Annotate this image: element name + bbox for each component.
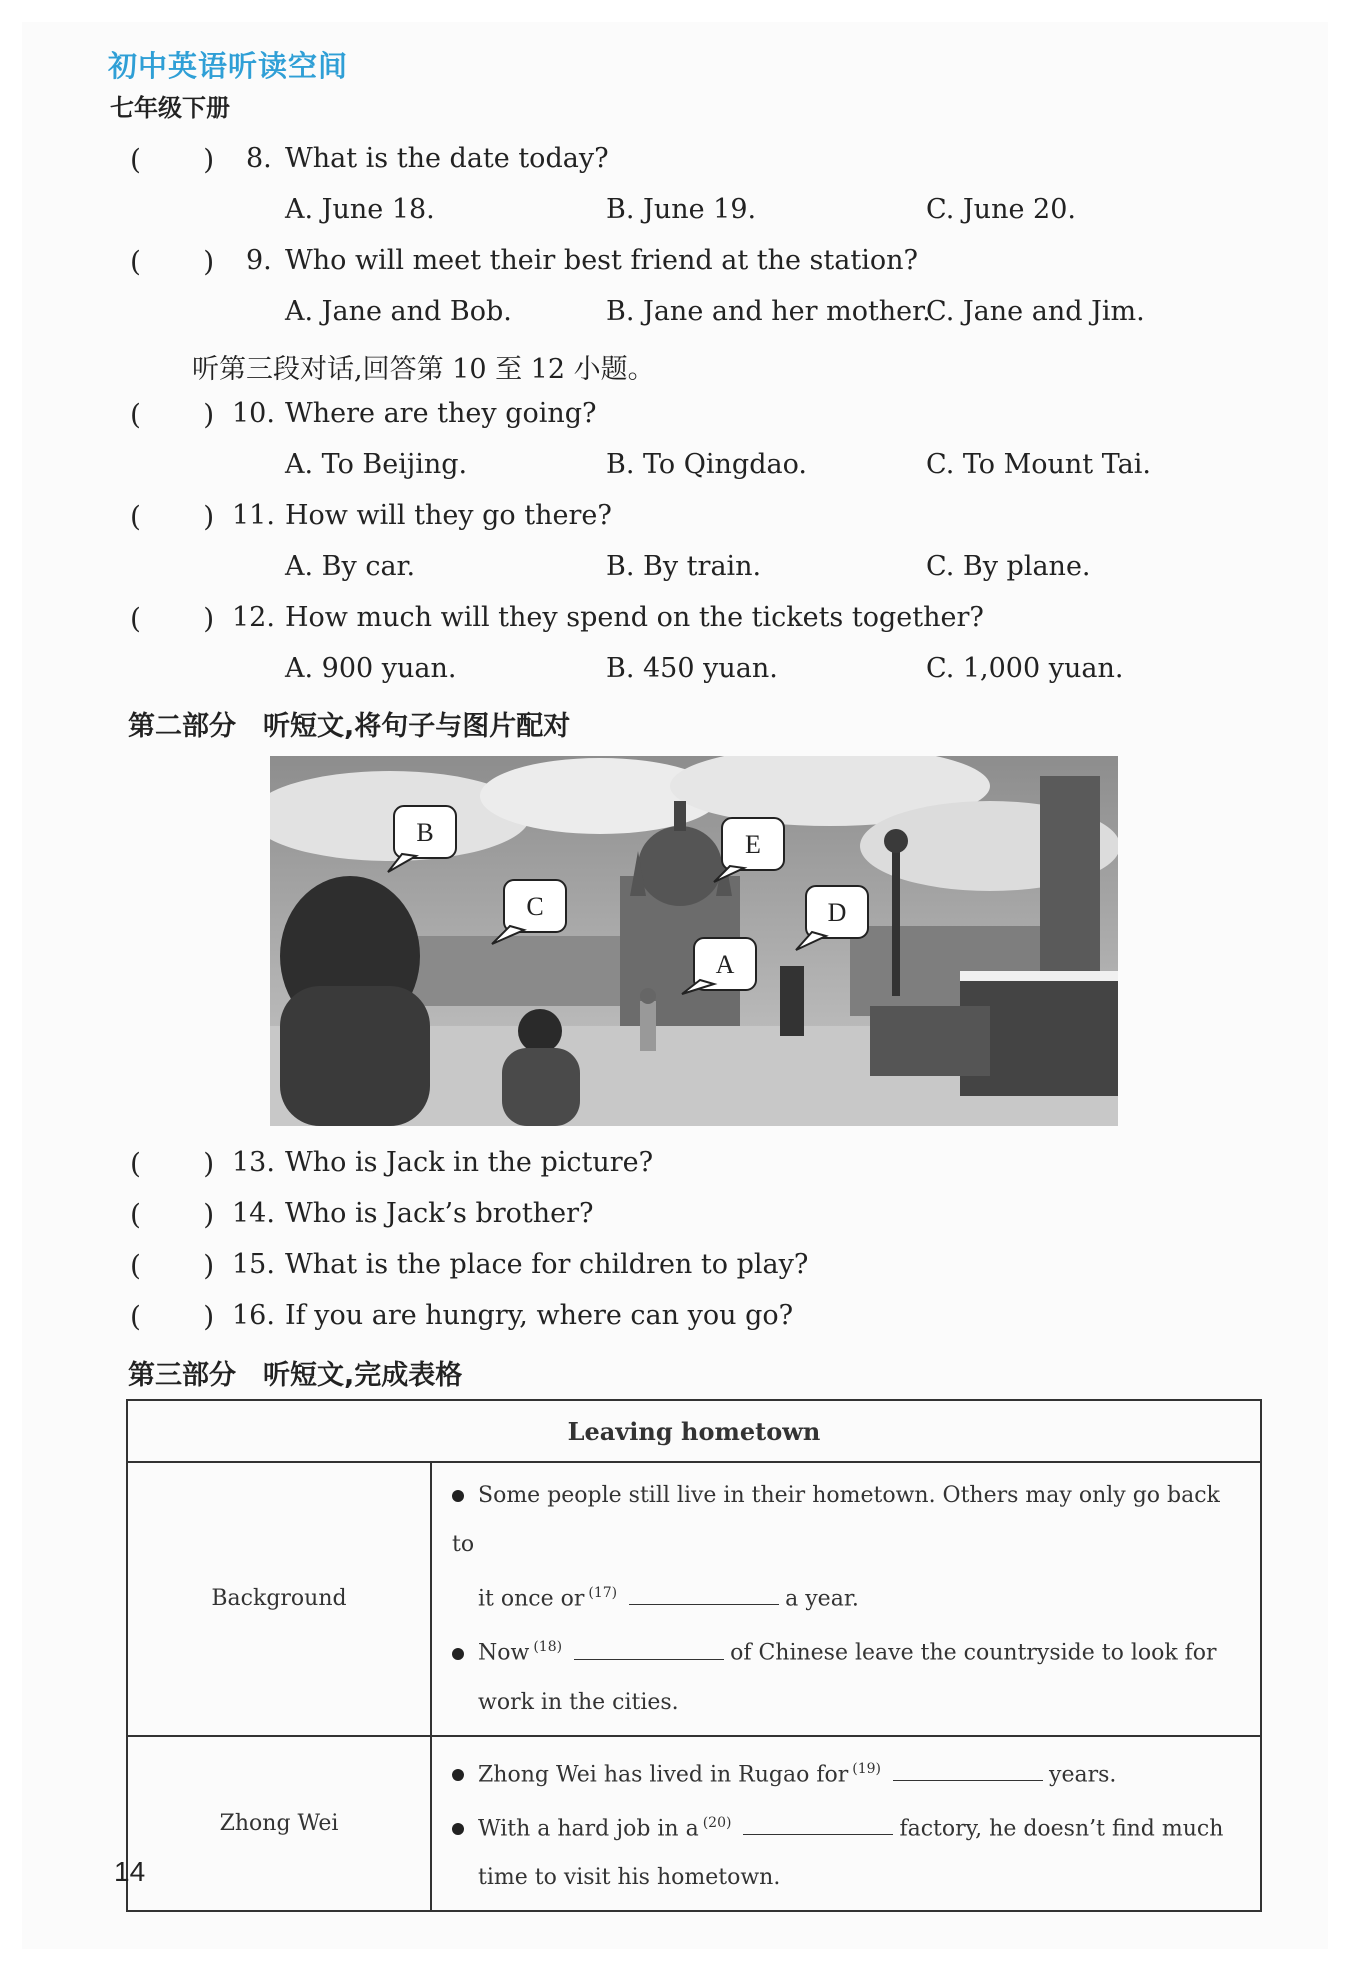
- question-number: 11.: [232, 500, 275, 531]
- bullet-text: it once or: [478, 1586, 585, 1612]
- question-text: Who is Jack in the picture?: [285, 1147, 654, 1178]
- option-b: B. By train.: [606, 551, 762, 582]
- answer-paren[interactable]: ( ): [130, 1198, 215, 1231]
- book-title: 初中英语听读空间: [108, 49, 349, 83]
- bullet-text: With a hard job in a: [478, 1816, 699, 1842]
- question-number: 8.: [246, 143, 272, 174]
- bullet-text: time to visit his hometown.: [478, 1865, 781, 1891]
- option-b: B. To Qingdao.: [606, 449, 807, 480]
- question-number: 13.: [232, 1147, 275, 1178]
- row-label: Zhong Wei: [127, 1736, 431, 1912]
- blank-number: (20): [702, 1814, 732, 1831]
- bullet-text: Now: [478, 1640, 530, 1666]
- blank-number: (17): [588, 1585, 618, 1601]
- bullet-text: years.: [1049, 1761, 1117, 1787]
- bullet-icon: [452, 1648, 464, 1660]
- question-number: 10.: [232, 398, 275, 429]
- answer-blank-20[interactable]: [743, 1812, 893, 1835]
- hometown-table: [126, 1399, 1262, 1912]
- row-label: Background: [127, 1462, 431, 1736]
- bullet-icon: [452, 1490, 464, 1502]
- option-a: A. Jane and Bob.: [285, 296, 512, 327]
- answer-paren[interactable]: ( ): [130, 245, 215, 278]
- answer-paren[interactable]: ( ): [130, 1300, 215, 1333]
- answer-blank-19[interactable]: [893, 1758, 1043, 1781]
- option-a: A. 900 yuan.: [285, 653, 457, 684]
- answer-paren[interactable]: ( ): [130, 398, 215, 431]
- winter-square-illustration: [270, 756, 1118, 1126]
- row-content: [431, 1736, 1261, 1912]
- bubble-label: C: [526, 892, 544, 921]
- question-number: 9.: [246, 245, 272, 276]
- bullet-icon: [452, 1823, 464, 1835]
- question-number: 16.: [232, 1300, 275, 1331]
- bullet-text: work in the cities.: [478, 1689, 679, 1715]
- answer-paren[interactable]: ( ): [130, 1147, 215, 1180]
- answer-paren[interactable]: ( ): [130, 602, 215, 635]
- bubble-label: D: [827, 898, 847, 927]
- answer-paren[interactable]: ( ): [130, 500, 215, 533]
- question-text: Who is Jack’s brother?: [285, 1198, 594, 1229]
- bullet-text: factory, he doesn’t find much: [899, 1816, 1224, 1842]
- question-text: How will they go there?: [285, 500, 612, 531]
- bullet-text: a year.: [785, 1586, 859, 1612]
- option-b: B. 450 yuan.: [606, 653, 778, 684]
- blank-number: (19): [852, 1760, 882, 1777]
- option-b: B. June 19.: [606, 194, 757, 225]
- question-text: What is the place for children to play?: [285, 1249, 809, 1280]
- section-heading-part3: 第三部分 听短文,完成表格: [128, 1360, 463, 1391]
- question-text: Who will meet their best friend at the station?: [285, 245, 918, 276]
- section-heading-part2: 第二部分 听短文,将句子与图片配对: [128, 711, 571, 742]
- answer-paren[interactable]: ( ): [130, 1249, 215, 1282]
- option-c: C. To Mount Tai.: [926, 449, 1151, 480]
- bullet-text: Zhong Wei has lived in Rugao for: [478, 1761, 849, 1787]
- option-b: B. Jane and her mother.: [606, 296, 931, 327]
- option-c: C. Jane and Jim.: [926, 296, 1145, 327]
- listening-instruction: 听第三段对话,回答第 10 至 12 小题。: [192, 354, 655, 385]
- option-a: A. June 18.: [285, 194, 435, 225]
- question-text: How much will they spend on the tickets together?: [285, 602, 984, 633]
- question-number: 12.: [232, 602, 275, 633]
- bullet-text: Some people still live in their hometown. Others may only go back to: [452, 1483, 1220, 1557]
- question-text: What is the date today?: [285, 143, 609, 174]
- bubble-label: A: [715, 950, 735, 979]
- option-c: C. 1,000 yuan.: [926, 653, 1124, 684]
- blank-number: (18): [533, 1639, 563, 1656]
- question-text: If you are hungry, where can you go?: [285, 1300, 794, 1331]
- question-text: Where are they going?: [285, 398, 597, 429]
- option-a: A. By car.: [285, 551, 416, 582]
- answer-paren[interactable]: ( ): [130, 143, 215, 176]
- table-row: [127, 1736, 1261, 1912]
- table-title: Leaving hometown: [127, 1400, 1261, 1462]
- question-number: 15.: [232, 1249, 275, 1280]
- page-number: 14: [114, 1856, 146, 1887]
- option-c: C. June 20.: [926, 194, 1076, 225]
- bubble-label: E: [745, 830, 761, 859]
- option-c: C. By plane.: [926, 551, 1091, 582]
- answer-blank-17[interactable]: [629, 1582, 779, 1605]
- scene-picture: [270, 756, 1118, 1126]
- question-number: 14.: [232, 1198, 275, 1229]
- bullet-text: of Chinese leave the countryside to look for: [730, 1640, 1217, 1666]
- table-row: [127, 1462, 1261, 1736]
- grade-label: 七年级下册: [110, 94, 230, 122]
- bullet-icon: [452, 1769, 464, 1781]
- option-a: A. To Beijing.: [285, 449, 468, 480]
- row-content: [431, 1462, 1261, 1736]
- bubble-label: B: [416, 818, 434, 847]
- answer-blank-18[interactable]: [574, 1637, 724, 1660]
